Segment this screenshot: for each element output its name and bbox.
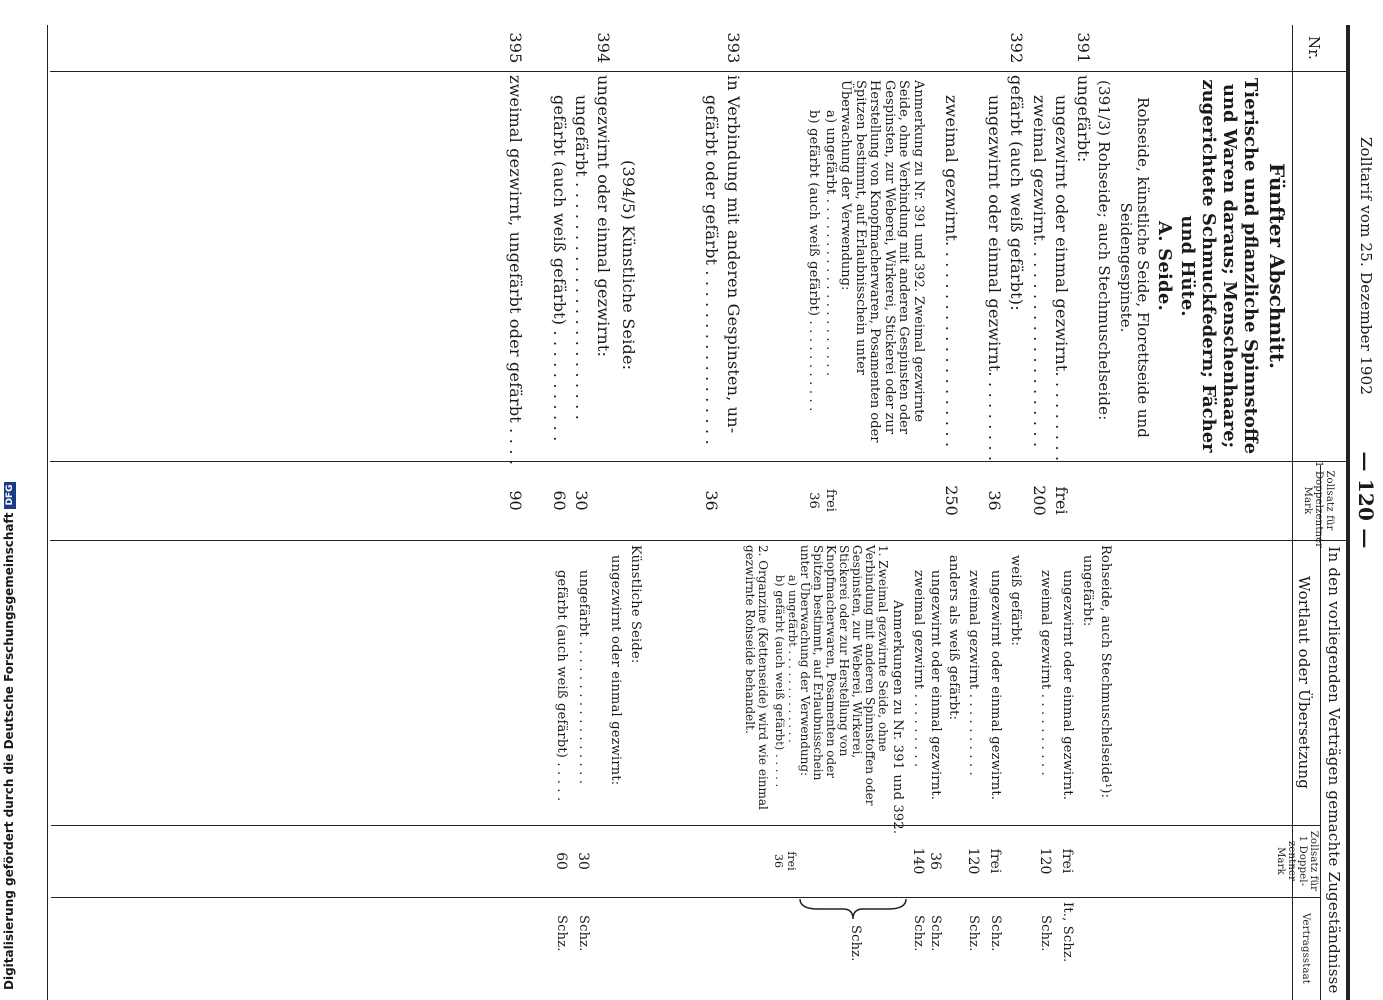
r392-label: gefärbt (auch weiß gefärbt):	[1007, 75, 1026, 311]
right-h-state: Schz.	[576, 915, 591, 952]
left-note-a-duty: frei	[823, 489, 838, 512]
footer-note: Digitalisierung gefördert durch die Deutsche ForschungsgemeinschaftDFG	[2, 482, 16, 990]
nr-393: 393	[724, 32, 743, 64]
right-h-duty: 30	[575, 852, 591, 870]
r394-a: ungefärbt . . . . . . . . . . . . . . . . . . . . . . .	[572, 95, 591, 421]
right-note-1: 1. Zweimal gezwirnte Seide, ohne Verbindung mit anderen Spinnstoffen oder Gespinsten, zur Weberei, Wirkerei, Stickerei oder zur Herstellung von Knopfmacherwaren, Posamenten oder Spitzen bestimmt, auf Erlaubnisschein unter Überwachung der Verwendung:	[798, 545, 890, 806]
right-b-duty: 120	[1037, 847, 1053, 875]
r391-label: ungefärbt:	[1074, 75, 1093, 163]
right-unge: ungefärbt:	[1080, 555, 1095, 627]
right-weiss: weiß gefärbt:	[1008, 555, 1023, 647]
col-duty-left-header: Zollsatz für 1 Doppelzentner Mark	[1302, 461, 1335, 549]
r391-b: zweimal gezwirnt. . . . . . . . . . . . . . . . . . . .	[1030, 95, 1049, 448]
r391-a-duty: frei	[1052, 486, 1071, 515]
left-note-a: a) ungefärbt . . . . . . . . . . . . . . . . . . . . .	[823, 110, 838, 377]
right-note-b: b) gefärbt (auch weiß gefärbt) . . . . .	[773, 575, 786, 788]
r394-b-duty: 60	[550, 490, 569, 511]
right-a: ungezwirnt oder einmal gezwirnt.	[1060, 570, 1075, 801]
r391-b-duty: 200	[1030, 485, 1049, 516]
rule-duty-right	[51, 825, 1321, 826]
right-note-title: Anmerkungen zu Nr. 391 und 392.	[890, 600, 905, 835]
right-i: gefärbt (auch weiß gefärbt) . . . . .	[554, 570, 569, 802]
right-i-state: Schz.	[554, 915, 569, 952]
r394-label: ungezwirnt oder einmal gezwirnt:	[594, 75, 613, 358]
right-g: ungezwirnt oder einmal gezwirnt:	[608, 555, 623, 786]
group-394: (394/5) Künstliche Seide:	[619, 160, 638, 371]
treaty-heading: In den vorliegenden Verträgen gemachte Zugeständnisse	[1325, 546, 1343, 994]
col-state-header: Vertragsstaat	[1300, 913, 1311, 984]
right-h: ungefärbt . . . . . . . . . . . . . . . . .	[576, 570, 591, 785]
right-c-state: Schz.	[988, 915, 1003, 952]
rule-state	[51, 897, 1321, 898]
r391-a: ungezwirnt oder einmal gezwirnt. . . . . . . . .	[1052, 95, 1071, 462]
r392-a-duty: 36	[985, 490, 1004, 511]
page-number: — 120 —	[1354, 451, 1378, 549]
subsection-title: A. Seide.	[1154, 221, 1175, 311]
left-note-b-duty: 36	[806, 492, 821, 509]
left-note: Anmerkung zu Nr. 391 und 392. Zweimal gezwirnte Seide, ohne Verbindung mit anderen Gespinsten oder Gespinsten, zur Weberei, Wirkerei, Stickerei oder zur Herstellung von Knopfmacherwaren, Posamenten oder Spitzen bestimmt, auf Erlaubnisschein unter Überwachung der Verwendung:	[838, 80, 926, 443]
right-a-duty: frei	[1059, 848, 1075, 874]
right-f: zweimal gezwirnt . . . . . . . . .	[911, 570, 926, 768]
r395-duty: 90	[506, 490, 525, 511]
top-rule-thin	[1346, 25, 1347, 1000]
r393-duty: 36	[702, 490, 721, 511]
right-b: zweimal gezwirnt . . . . . . . . . .	[1038, 570, 1053, 777]
right-b-state: Schz.	[1038, 915, 1053, 952]
tariff-heading: Zolltarif vom 25. Dezember 1902	[1357, 136, 1375, 396]
footer-strip	[0, 0, 18, 1000]
right-f-duty: 140	[910, 847, 926, 875]
right-note-a: a) ungefärbt . . . . . . . . . . . . .	[786, 575, 799, 743]
right-e: ungezwirnt oder einmal gezwirnt.	[928, 570, 943, 801]
nr-394: 394	[594, 32, 613, 64]
group-heading: Rohseide, künstliche Seide, Florettseide und Seidengespinste.	[1117, 97, 1152, 438]
r392-a: ungezwirnt oder einmal gezwirnt. . . . . . . . .	[985, 95, 1004, 462]
r395: zweimal gezwirnt, ungefärbt oder gefärbt . . . .	[506, 75, 525, 466]
right-a-state: It., Schz.	[1060, 902, 1075, 963]
nr-391: 391	[1074, 32, 1093, 64]
right-note-2: 2. Organzine (Kettenseide) wird wie einmal gezwirnte Rohseide behandelt.	[743, 545, 770, 810]
bottom-rule	[47, 25, 48, 1000]
right-d: zweimal gezwirnt . . . . . . . . . .	[966, 570, 981, 777]
right-e-duty: 36	[927, 852, 943, 870]
nr-392: 392	[1007, 32, 1026, 64]
right-c-duty: frei	[987, 848, 1003, 874]
right-note-a-duty: frei	[785, 851, 798, 871]
r393-a: in Verbindung mit anderen Gespinsten, un-	[724, 75, 743, 434]
right-i-duty: 60	[553, 852, 569, 870]
curly-brace-icon	[798, 895, 908, 925]
group-sub: (391/3) Rohseide; auch Stechmuschelseide:	[1095, 80, 1113, 421]
right-d-duty: 120	[965, 847, 981, 875]
rule-wording	[50, 540, 1350, 541]
right-f-state: Schz.	[911, 915, 926, 952]
r393-b: gefärbt oder gefärbt . . . . . . . . . . . . . . . . .	[702, 95, 721, 445]
left-note-b: b) gefärbt (auch weiß gefärbt) . . . . . . . . . . .	[806, 110, 821, 412]
r392-b: zweimal gezwirnt. . . . . . . . . . . . . . . . . . . .	[942, 95, 961, 448]
dfg-logo-icon: DFG	[4, 482, 16, 509]
section-subtitle: Tierische und pflanzliche Spinnstoffe und Waren daraus; Menschenhaare; zugerichtete Schmuckfedern; Fächer und Hüte.	[1177, 77, 1261, 455]
r394-a-duty: 30	[572, 490, 591, 511]
right-note-b-duty: 36	[772, 854, 785, 868]
col-wording-header: Wortlaut oder Übersetzung	[1295, 576, 1313, 789]
right-rohseide: Rohseide, auch Stechmuschelseide¹):	[1098, 545, 1113, 799]
section-title: Fünfter Abschnitt.	[1265, 162, 1289, 370]
right-e-state: Schz.	[928, 915, 943, 952]
right-anders: anders als weiß gefärbt:	[946, 555, 961, 721]
top-rule	[1347, 25, 1350, 1000]
right-d-state: Schz.	[966, 915, 981, 952]
nr-395: 395	[506, 32, 525, 64]
right-note-state: Schz.	[848, 925, 863, 962]
right-c: ungezwirnt oder einmal gezwirnt.	[988, 570, 1003, 801]
rule-duty-left	[50, 461, 1350, 462]
col-nr-header: Nr.	[1305, 35, 1323, 60]
r392-b-duty: 250	[942, 485, 961, 516]
right-kuenstl: Künstliche Seide:	[628, 545, 643, 664]
r394-b: gefärbt (auch weiß gefärbt) . . . . . . . . . . .	[550, 95, 569, 442]
col-duty-right-header: Zollsatz für 1 Doppel- zentner Mark	[1275, 830, 1319, 892]
